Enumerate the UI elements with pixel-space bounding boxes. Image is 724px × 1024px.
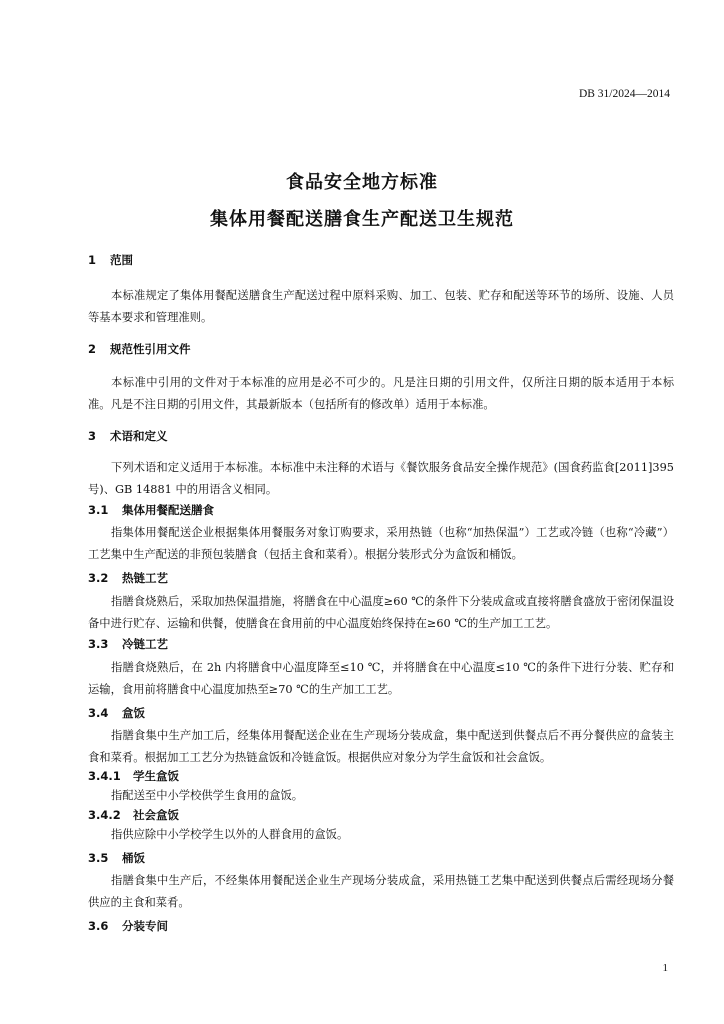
- heading-3-1: [88, 502, 214, 518]
- paragraph-3-3: 指膳食烧熟后，在 2h 内将膳食中心温度降至≤10 ℃，并将膳食在中心温度≤10 ℃的条件下进行分装、贮存和运输，食用前将膳食中心温度加热至≥70 ℃的生产加工工艺。: [88, 661, 674, 696]
- section-number: 3.3: [88, 637, 109, 651]
- section-number: 3.4.1: [88, 769, 121, 783]
- heading-3-5: [88, 850, 145, 866]
- section-title: 社会盒饭: [133, 808, 179, 822]
- section-number: 3.4.2: [88, 808, 121, 822]
- paragraph-3-4-1: 指配送至中小学校供学生食用的盒饭。: [111, 789, 304, 802]
- heading-3-3: [88, 636, 168, 652]
- section-title: 盒饭: [122, 706, 145, 720]
- heading-3-4: [88, 705, 145, 721]
- paragraph-terms-definitions: 下列术语和定义适用于本标准。本标准中未注释的术语与《餐饮服务食品安全操作规范》(国食药监食[2011]395 号)、GB 14881 中的用语含义相同。: [88, 461, 674, 496]
- section-number: 3: [88, 429, 97, 443]
- heading-3-6: [88, 918, 168, 934]
- paragraph-3-4: 指膳食集中生产加工后，经集体用餐配送企业在生产现场分装成盒，集中配送到供餐点后不再分餐供应的盒装主食和菜肴。根据加工工艺分为热链盒饭和冷链盒饭。根据供应对象分为学生盒饭和社会盒饭。: [88, 729, 674, 764]
- heading-scope: [88, 252, 133, 268]
- section-number: 2: [88, 342, 97, 356]
- section-title: 桶饭: [122, 851, 145, 865]
- paragraph-normative-references: 本标准中引用的文件对于本标准的应用是必不可少的。凡是注日期的引用文件，仅所注日期的版本适用于本标准。凡是不注日期的引用文件，其最新版本（包括所有的修改单）适用于本标准。: [88, 376, 674, 411]
- title-line-1: 食品安全地方标准: [286, 172, 438, 193]
- section-title: 冷链工艺: [122, 637, 168, 651]
- section-number: 3.1: [88, 503, 109, 517]
- section-number: 3.2: [88, 571, 109, 585]
- section-title: 规范性引用文件: [110, 342, 191, 356]
- heading-normative-references: [88, 341, 191, 357]
- paragraph-scope: 本标准规定了集体用餐配送膳食生产配送过程中原料采购、加工、包装、贮存和配送等环节的场所、设施、人员等基本要求和管理准则。: [88, 289, 674, 324]
- section-title: 学生盒饭: [133, 769, 179, 783]
- heading-3-4-2: [88, 807, 179, 823]
- section-number: 3.4: [88, 706, 109, 720]
- paragraph-3-2: 指膳食烧熟后，采取加热保温措施，将膳食在中心温度≥60 ℃的条件下分装成盒或直接将膳食盛放于密闭保温设备中进行贮存、运输和供餐，使膳食在食用前的中心温度始终保持在≥60 ℃的生产加工工艺。: [88, 595, 674, 630]
- section-title: 术语和定义: [110, 429, 168, 443]
- heading-3-2: [88, 570, 168, 586]
- page-number: 1: [662, 962, 668, 974]
- section-title: 集体用餐配送膳食: [122, 503, 214, 517]
- heading-terms-definitions: [88, 428, 168, 444]
- section-title: 热链工艺: [122, 571, 168, 585]
- title-line-2: 集体用餐配送膳食生产配送卫生规范: [210, 209, 514, 230]
- document-code: DB 31/2024—2014: [578, 88, 670, 100]
- section-number: 1: [88, 253, 97, 267]
- section-number: 3.5: [88, 851, 109, 865]
- paragraph-3-4-2: 指供应除中小学校学生以外的人群食用的盒饭。: [111, 828, 349, 841]
- paragraph-3-1: 指集体用餐配送企业根据集体用餐服务对象订购要求，采用热链（也称“加热保温”）工艺或冷链（也称“冷藏”）工艺集中生产配送的非预包装膳食（包括主食和菜肴）。根据分装形式分为盒饭和桶饭。: [88, 526, 674, 561]
- section-title: 分装专间: [122, 919, 168, 933]
- paragraph-3-5: 指膳食集中生产后，不经集体用餐配送企业生产现场分装成盒，采用热链工艺集中配送到供餐点后需经现场分餐供应的主食和菜肴。: [88, 874, 674, 909]
- section-title: 范围: [110, 253, 133, 267]
- heading-3-4-1: [88, 768, 179, 784]
- section-number: 3.6: [88, 919, 109, 933]
